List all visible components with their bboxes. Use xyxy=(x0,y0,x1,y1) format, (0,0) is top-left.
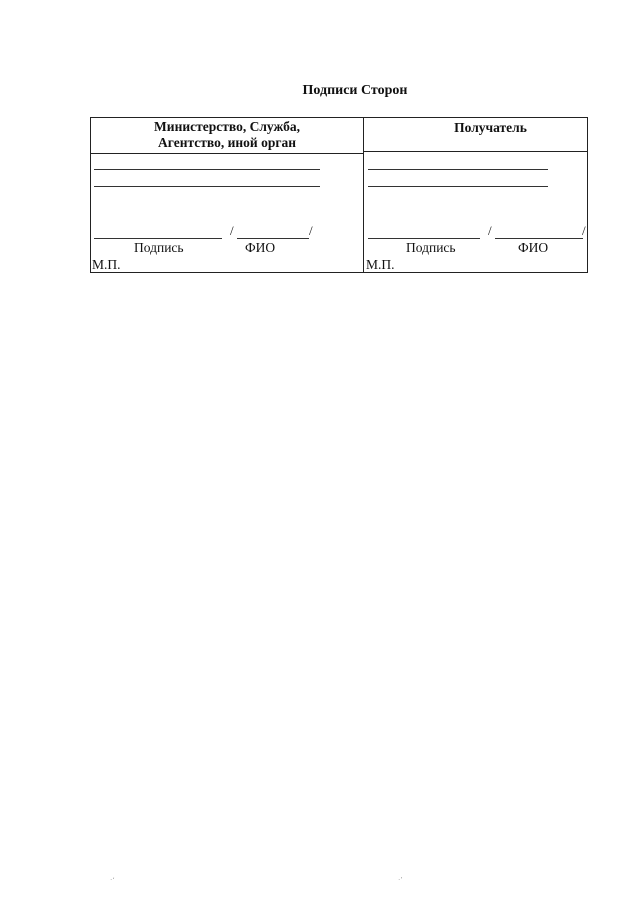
recipient-heading: Получатель xyxy=(364,118,587,152)
recipient-name-line-2[interactable] xyxy=(368,186,548,187)
scan-mark-left: ·‘ xyxy=(110,876,115,884)
ministry-heading xyxy=(91,118,363,154)
scan-mark-right: ·’ xyxy=(398,876,403,884)
ministry-signature-label: Подпись xyxy=(134,240,184,255)
recipient-separator-close: / xyxy=(582,223,586,238)
recipient-name-line-1[interactable] xyxy=(368,169,548,170)
ministry-signature-line[interactable] xyxy=(94,238,222,239)
recipient-name-field[interactable] xyxy=(495,238,583,239)
ministry-heading-line-1: Министерство, Служба, xyxy=(154,119,300,134)
recipient-signature-label: Подпись xyxy=(406,240,456,255)
ministry-name-line-2[interactable] xyxy=(94,186,320,187)
ministry-name-field[interactable] xyxy=(237,238,309,239)
ministry-column xyxy=(91,118,364,272)
ministry-stamp-label: М.П. xyxy=(92,257,121,272)
recipient-stamp-label: М.П. xyxy=(366,257,395,272)
ministry-name-label: ФИО xyxy=(245,240,276,255)
ministry-separator-open: / xyxy=(230,223,234,238)
recipient-name-label: ФИО xyxy=(518,240,549,255)
ministry-heading-line-2: Агентство, иной орган xyxy=(158,135,296,150)
page-title: Подписи Сторон xyxy=(302,83,408,98)
recipient-column xyxy=(364,118,587,272)
recipient-separator-open: / xyxy=(488,223,492,238)
recipient-signature-line[interactable] xyxy=(368,238,480,239)
ministry-name-line-1[interactable] xyxy=(94,169,320,170)
ministry-separator-close: / xyxy=(309,223,313,238)
signature-table xyxy=(90,117,588,273)
